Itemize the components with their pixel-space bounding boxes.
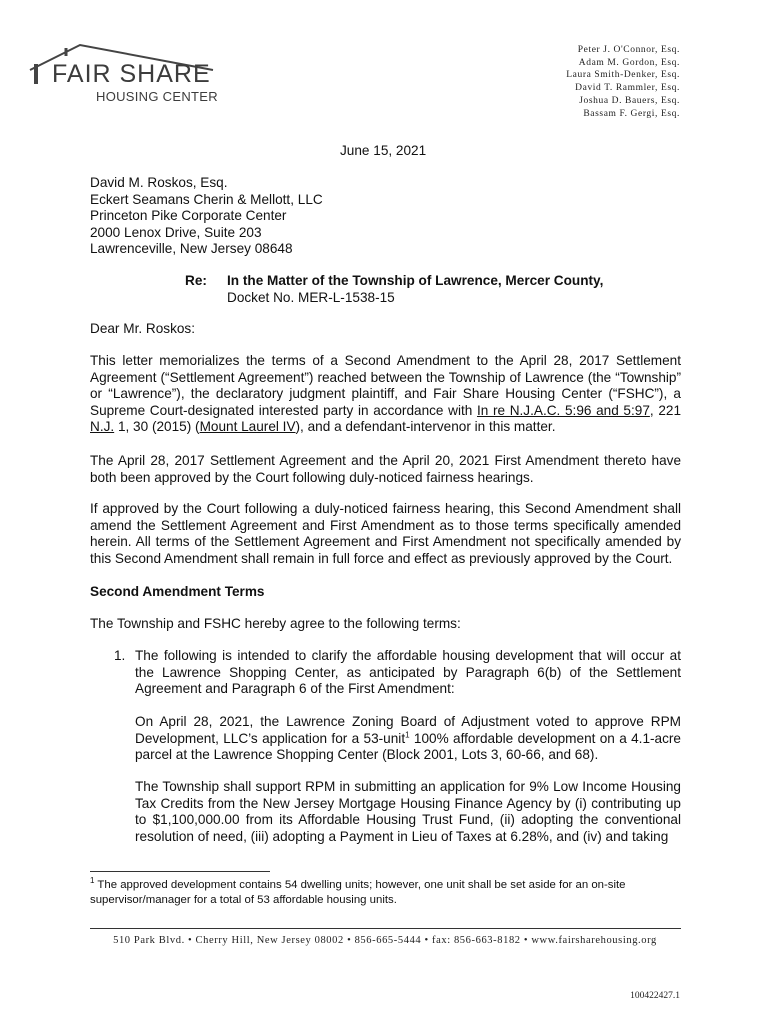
re-title: In the Matter of the Township of Lawrence, Mercer County, bbox=[227, 273, 604, 288]
fair-share-logo bbox=[28, 42, 228, 112]
footnote bbox=[90, 878, 681, 907]
addressee-block bbox=[90, 175, 323, 258]
attorney-name: Peter J. O'Connor, Esq. bbox=[577, 45, 680, 55]
list-item-text: The following is intended to clarify the affordable housing development that will occur at the Lawrence Shopping Center, as anticipated by Paragraph 6(b) of the Settlement Agreement and Paragraph 6 of the First Amendment: bbox=[135, 648, 681, 696]
footnote-text: The approved development contains 54 dwelling units; however, one unit shall be set aside for an on-site supervisor/manager for a total of 53 affordable housing units. bbox=[90, 879, 626, 906]
paragraph-amendment-scope: If approved by the Court following a duly-noticed fairness hearing, this Second Amendment shall amend the Settlement Agreement and First Amendment as to those terms specifically amended herein. All terms of the Settlement Agreement and First Amendment not specifically amended by this Second Amendment shall remain in full force and effect as previously approved by the Court. bbox=[90, 501, 681, 566]
logo-name: FAIR SHARE bbox=[52, 60, 211, 88]
case-citation: In re N.J.A.C. 5:96 and 5:97 bbox=[476, 402, 650, 418]
attorney-name: Adam M. Gordon, Esq. bbox=[578, 57, 680, 68]
addressee-line: Lawrenceville, New Jersey 08648 bbox=[90, 241, 293, 256]
letter-date: June 15, 2021 bbox=[340, 143, 427, 158]
re-label: Re: bbox=[185, 273, 207, 288]
paragraph-intro bbox=[90, 353, 681, 436]
list-item-paragraph: The Township shall support RPM in submitting an application for 9% Low Income Housing Tax Credits from the New Jersey Mortgage Housing Finance Agency by (i) contributing up to $1,100,000.00 from its Affordable Housing Trust Fund, (ii) adopting the conventional resolution of need, (iii) adopting a Payment in Lieu of Taxes at 6.28%, and (iv) and taking bbox=[135, 779, 681, 844]
paragraph-approvals: The April 28, 2017 Settlement Agreement and the April 20, 2021 First Amendment thereto have both been approved by the Court following duly-noticed fairness hearings. bbox=[90, 453, 681, 485]
list-item-paragraph bbox=[135, 714, 681, 764]
attorney-list bbox=[566, 44, 680, 120]
document-number: 100422427.1 bbox=[630, 991, 680, 1001]
re-subject bbox=[227, 273, 603, 306]
addressee-line: Princeton Pike Corporate Center bbox=[90, 208, 287, 223]
footer-contact: 510 Park Blvd. • Cherry Hill, New Jersey 08002 • 856-665-5444 • fax: 856-663-8182 • www.fairsharehousing.org bbox=[113, 935, 657, 946]
re-docket: Docket No. MER-L-1538-15 bbox=[227, 289, 395, 305]
text-run: , 221 bbox=[649, 402, 682, 418]
text-run: 100% affordable development on a 4.1-acre parcel at the Lawrence Shopping Center (Block 2001, Lots 3, 60-66, and 68). bbox=[135, 730, 681, 762]
footnote-marker: 1 bbox=[90, 876, 95, 886]
attorney-name: Joshua D. Bauers, Esq. bbox=[579, 95, 680, 106]
list-item-number: 1. bbox=[114, 648, 126, 663]
text-run: On April 28, 2021, the Lawrence Zoning Board of Adjustment voted to approve RPM Development, LLC’s application for a 53-unit bbox=[135, 714, 681, 746]
terms-intro: The Township and FSHC hereby agree to the following terms: bbox=[90, 616, 461, 631]
text-run: ), and a defendant-intervenor in this matter. bbox=[295, 419, 556, 434]
attorney-name: Laura Smith-Denker, Esq. bbox=[566, 70, 680, 81]
text-run: This letter memorializes the terms of a Second Amendment to the April 28, 2017 Settlement Agreement (“Settlement Agreement”) reached between the Township of Lawrence (the “Township” or “Lawrence”), the declaratory judgment plaintiff, and Fair Share Housing Center (“FSHC”), a Supreme Court-designated interested party in accordance with bbox=[90, 353, 681, 418]
addressee-line: 2000 Lenox Drive, Suite 203 bbox=[90, 224, 262, 240]
case-short-name: Mount Laurel IV bbox=[199, 419, 296, 434]
addressee-line: Eckert Seamans Cherin & Mellott, LLC bbox=[90, 191, 323, 207]
attorney-name: Bassam F. Gergi, Esq. bbox=[583, 108, 680, 119]
section-heading: Second Amendment Terms bbox=[90, 584, 265, 599]
footnote-divider bbox=[90, 871, 270, 872]
text-run: 1, 30 (2015) ( bbox=[114, 419, 200, 434]
salutation: Dear Mr. Roskos: bbox=[90, 321, 195, 336]
logo-subtitle: HOUSING CENTER bbox=[96, 89, 218, 104]
footer-divider bbox=[90, 928, 681, 929]
attorney-name: David T. Rammler, Esq. bbox=[575, 83, 680, 94]
reporter-citation: N.J. bbox=[90, 419, 115, 434]
addressee-line: David M. Roskos, Esq. bbox=[90, 175, 228, 190]
footnote-reference[interactable]: 1 bbox=[405, 729, 410, 739]
